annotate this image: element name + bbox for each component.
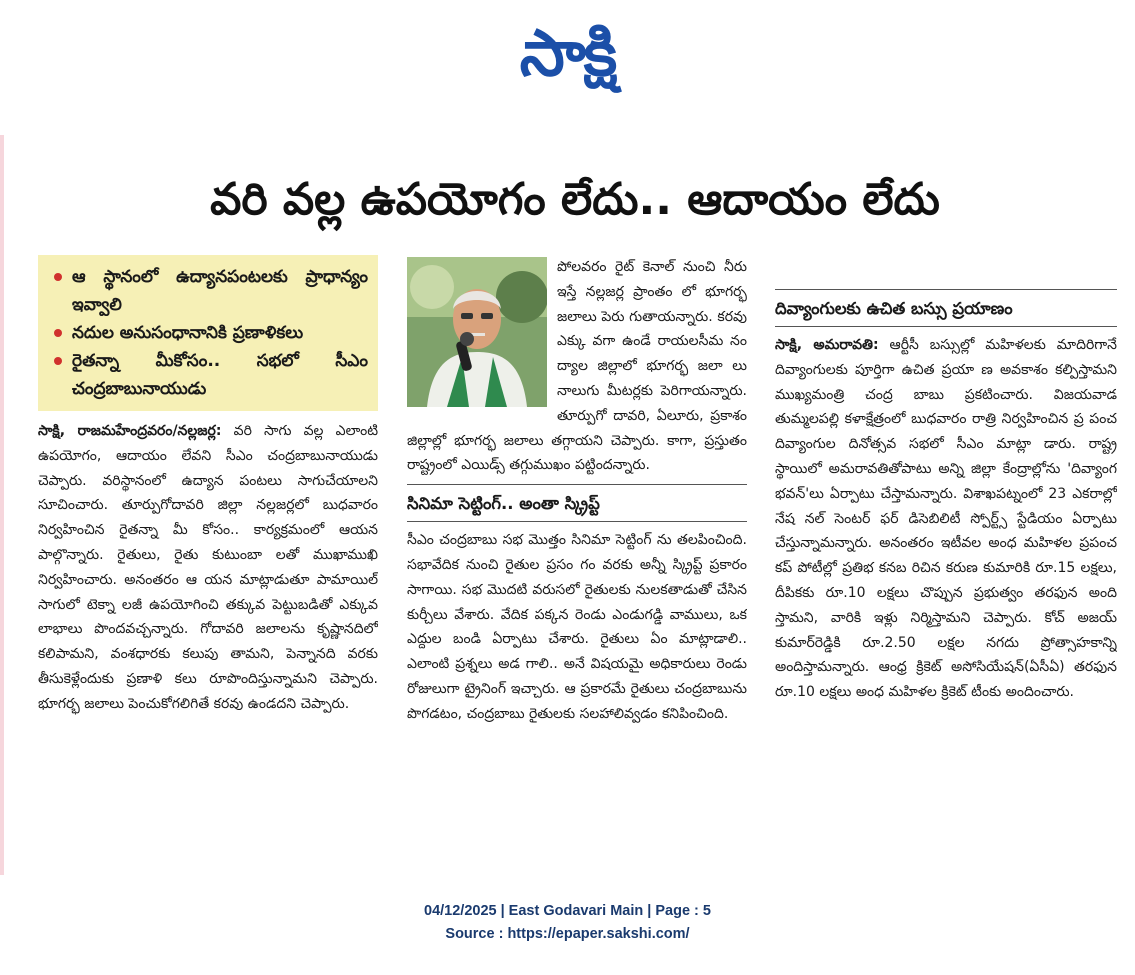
epaper-footer bbox=[0, 900, 1135, 946]
chief-minister-photo bbox=[407, 257, 547, 407]
page-edge-strip bbox=[0, 135, 4, 875]
masthead bbox=[0, 4, 1135, 104]
highlights-box bbox=[38, 255, 378, 411]
speaker-photo-image bbox=[407, 257, 547, 407]
section-divider bbox=[407, 521, 747, 522]
highlight-item: ఆ స్థానంలో ఉద్యానపంటలకు ప్రాధాన్యం ఇవ్వాలి bbox=[50, 263, 368, 319]
sakshi-logo: సాక్షి bbox=[519, 17, 616, 91]
section-divider bbox=[775, 289, 1117, 290]
highlights-list bbox=[50, 263, 368, 403]
section-divider bbox=[775, 326, 1117, 327]
edition-info: 04/12/2025 | East Godavari Main | Page : 5 bbox=[424, 903, 711, 919]
article2-body: సీఎం చంద్రబాబు సభ మొత్తం సినిమా సెట్టింగ్ ను తలపించింది. సభావేదిక నుంచి రైతుల ప్రసం గం వరకు అన్నీ స్క్రిప్ట్ ప్రకారం సాగాయి. సభ మొదటి వరుసలో రైతులకు నులకతాడుతో చేసిన కుర్చీలు వేశారు. వేదిక పక్కన రెండు ఎండుగడ్డి వాములు, ఒక ఎద్దుల బండి ఏర్పాటు చేశారు. రైతులు ఏం మాట్లాడాలి.. ఎలాంటి ప్రశ్నలు అడ గాలి.. అనే విషయమై అధికారులు రెండు రోజులుగా ట్రైనింగ్ ఇచ్చారు. ఆ ప్రకారమే రైతులు చంద్రబాబును పొగడటం, చంద్రబాబు రైతులకు సలహాలివ్వడం కనిపించింది. bbox=[407, 532, 747, 722]
column-1 bbox=[38, 255, 378, 860]
source-link[interactable]: Source : https://epaper.sakshi.com/ bbox=[445, 926, 690, 942]
bullet-icon bbox=[54, 329, 62, 337]
section-divider bbox=[407, 484, 747, 485]
article-body-continued: పోలవరం రైట్ కెనాల్ నుంచి నీరు ఇస్తే నల్లజర్ల ప్రాంతం లో భూగర్భ జలాలు పెరు గుతాయన్నారు. కరవు ఎక్కు వగా ఉండే రాయలసీమ నం ద్యాల జిల్లాలో భూగర్భ జలా లు నాలుగు మీటర్లకు పెరిగాయన్నారు. తూర్పుగో దావరి, ఏలూరు, ప్రకాశం జిల్లాల్లో భూగర్భ జలాలు తగ్గాయని చెప్పారు. కాగా, ప్రస్తుతం రాష్ట్రంలో ఎయిడ్స్ తగ్గుముఖం పట్టిందన్నారు. bbox=[407, 259, 747, 474]
column-3 bbox=[775, 255, 1117, 860]
highlight-item: నదుల అనుసంధానానికి ప్రణాళికలు bbox=[50, 319, 368, 347]
column-2 bbox=[407, 255, 747, 860]
subhead-cinema-setting: సినిమా సెట్టింగ్.. అంతా స్క్రిప్ట్ bbox=[407, 494, 600, 514]
bullet-icon bbox=[54, 273, 62, 281]
article-body bbox=[38, 419, 378, 717]
dateline: సాక్షి, అమరావతి: bbox=[775, 337, 879, 353]
headline: వరి వల్ల ఉపయోగం లేదు.. ఆదాయం లేదు bbox=[210, 174, 940, 225]
article-text: ఆర్టీసీ బస్సుల్లో మహిళలకు మాదిరిగానే దివ్యాంగులకు పూర్తిగా ఉచిత ప్రయా ణ అవకాశం కల్పిస్తామని ముఖ్యమంత్రి చంద్ర బాబు ప్రకటించారు. విజయవాడ తుమ్మలపల్లి కళాక్షేత్రంలో బుధవారం రాత్రి నిర్వహించిన ప్ర పంచ దివ్యాంగుల దినోత్సవ సభలో సీఎం మాట్లా డారు. రాష్ట్ర స్థాయిలో అమరావతితోపాటు అన్ని జిల్లా కేంద్రాల్లోను 'దివ్యాంగ భవన్'లు ఏర్పాటు చేస్తామన్నారు. విశాఖపట్నంలో 23 ఎకరాల్లో నేష నల్ సెంటర్ ఫర్ డిసెబిలిటీ స్పోర్ట్స్ స్టేడియం ఏర్పాటు చేస్తున్నామన్నారు. అనంతరం ఇటీవల అంధ మహిళల ప్రపంచ కప్ పోటీల్లో ప్రతిభ కనబ రిచిన కరుణ కుమారికి రూ.15 లక్షలు, దీపికకు రూ.10 లక్షలు చొప్పున ప్రభుత్వం తరఫున అంది స్తామని, వారికి ఇళ్లు నిర్మిస్తామని చెప్పారు. కోచ్ అజయ్ కుమార్‌రెడ్డికి రూ.2.50 లక్షల నగదు ప్రోత్సాహకాన్ని అందిస్తామన్నారు. ఆంధ్ర క్రికెట్ అసోసియేషన్(ఏసీఏ) తరఫున రూ.10 లక్షలు అంధ మహిళల క్రికెట్ టీంకు అందించారు. bbox=[775, 337, 1117, 701]
subhead-free-bus: దివ్యాంగులకు ఉచిత బస్సు ప్రయాణం bbox=[775, 299, 1013, 318]
article-text: వరి సాగు వల్ల ఎలాంటి ఉపయోగం, ఆదాయం లేవని సీఎం చంద్రబాబునాయుడు చెప్పారు. వరిస్థానంలో ఉద్యాన పంటలు సాగుచేయాలని సూచించారు. తూర్పుగోదావరి జిల్లా నల్లజర్లలో బుధవారం నిర్వహించిన రైతన్నా మీ కోసం.. కార్యక్రమంలో ఆయన పాల్గొన్నారు. రైతులు, రైతు కుటుంబా లతో ముఖాముఖి నిర్వహించారు. అనంతరం ఆ యన మాట్లాడుతూ పామాయిల్ సాగులో టెక్నా లజీ ఉపయోగించి తక్కువ పెట్టుబడితో ఎక్కువ లాభాలు పొందవచ్చన్నారు. గోదావరి జలాలను కృష్ణానదిలో కలిపామని, వంశధారకు కలుపు తామని, పెన్నానది వరకు తీసుకెళ్లేందుకు ప్రణాళి కలు రూపొందిస్తున్నామని చెప్పారు. భూగర్భ జలాలు పెంచుకోగలిగితే కరవు ఉండదని చెప్పారు. bbox=[38, 423, 378, 712]
article3-body bbox=[775, 333, 1117, 705]
highlight-item: రైతన్నా మీకోసం.. సభలో సీఎం చంద్రబాబునాయుడు bbox=[50, 347, 368, 403]
dateline: సాక్షి, రాజమహేంద్రవరం/నల్లజర్ల: bbox=[38, 423, 222, 439]
bullet-icon bbox=[54, 357, 62, 365]
